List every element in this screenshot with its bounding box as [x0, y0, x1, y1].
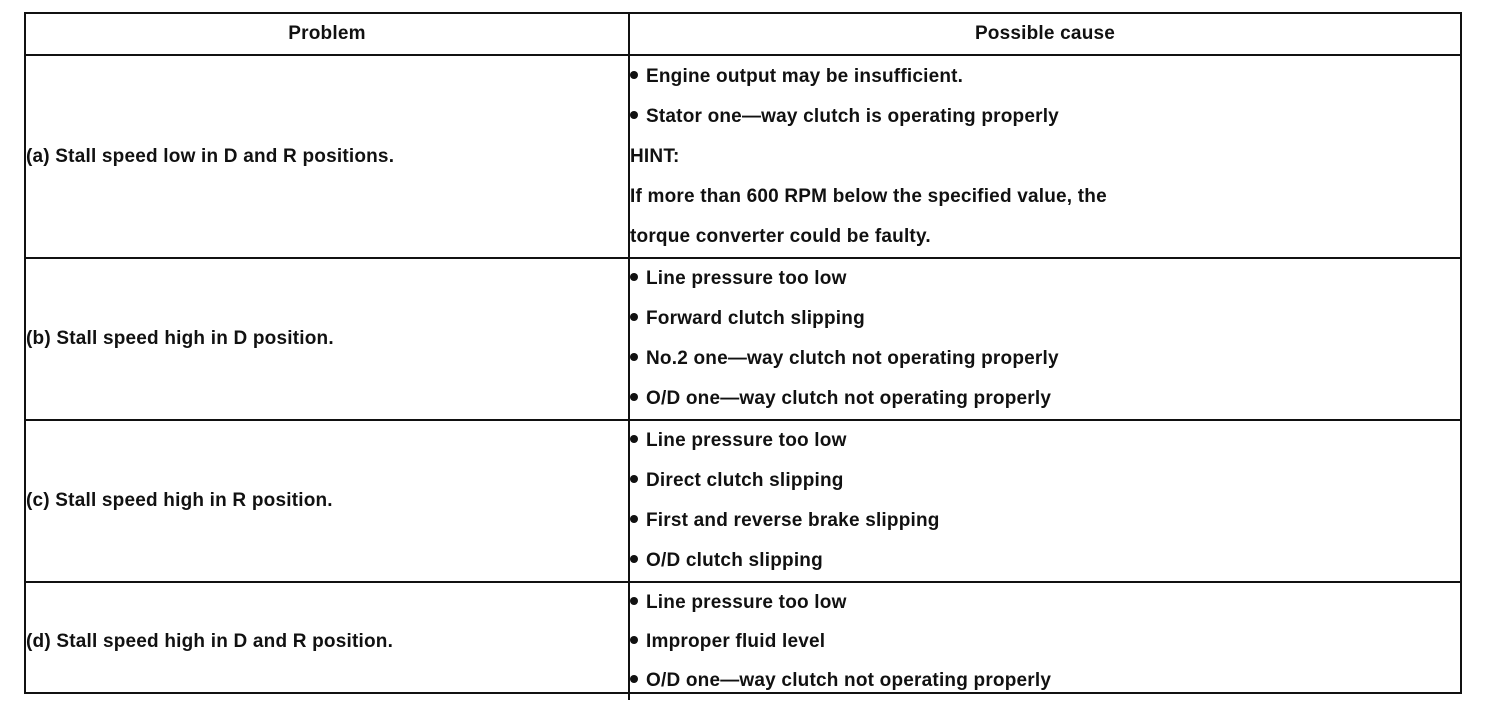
cause-text: Engine output may be insufficient. [646, 66, 964, 87]
problem-cell: (d) Stall speed high in D and R position. [26, 582, 629, 700]
problem-cell: (c) Stall speed high in R position. [26, 420, 629, 582]
troubleshooting-table [26, 14, 1460, 700]
bullet-icon [630, 435, 638, 443]
hint-text: If more than 600 RPM below the specified value, the [630, 186, 1107, 207]
cause-text: No.2 one—way clutch not operating properly [646, 348, 1059, 369]
table-header-row [26, 14, 1460, 55]
cause-item [630, 97, 1460, 137]
bullet-icon [630, 475, 638, 483]
cause-item [630, 501, 1460, 541]
header-problem: Problem [26, 14, 629, 55]
causes-cell [629, 258, 1460, 420]
bullet-icon [630, 313, 638, 321]
causes-cell [629, 420, 1460, 582]
cause-item [630, 57, 1460, 97]
cause-item [630, 541, 1460, 581]
bullet-icon [630, 675, 638, 683]
cause-item [630, 421, 1460, 461]
table-row [26, 582, 1460, 700]
cause-item [630, 339, 1460, 379]
table-row [26, 55, 1460, 258]
header-possible-cause: Possible cause [629, 14, 1460, 55]
cause-text: O/D one—way clutch not operating properly [646, 670, 1052, 691]
causes-cell [629, 55, 1460, 258]
bullet-icon [630, 515, 638, 523]
table-row [26, 420, 1460, 582]
causes-cell [629, 582, 1460, 700]
cause-text: O/D clutch slipping [646, 550, 823, 571]
bullet-icon [630, 636, 638, 644]
cause-item [630, 661, 1460, 700]
cause-item [630, 299, 1460, 339]
cause-item [630, 259, 1460, 299]
cause-item [630, 583, 1460, 622]
cause-text: First and reverse brake slipping [646, 510, 940, 531]
cause-text: Line pressure too low [646, 430, 847, 451]
bullet-icon [630, 71, 638, 79]
troubleshooting-table-frame [24, 12, 1462, 694]
cause-text: Line pressure too low [646, 592, 847, 613]
cause-text: O/D one—way clutch not operating properly [646, 388, 1052, 409]
bullet-icon [630, 273, 638, 281]
bullet-icon [630, 111, 638, 119]
hint-text: torque converter could be faulty. [630, 226, 931, 247]
cause-text: Direct clutch slipping [646, 470, 844, 491]
table-row [26, 258, 1460, 420]
bullet-icon [630, 393, 638, 401]
problem-cell: (a) Stall speed low in D and R positions. [26, 55, 629, 258]
cause-text: Line pressure too low [646, 268, 847, 289]
problem-cell: (b) Stall speed high in D position. [26, 258, 629, 420]
cause-text: Forward clutch slipping [646, 308, 865, 329]
bullet-icon [630, 597, 638, 605]
cause-item [630, 622, 1460, 661]
cause-text: Stator one—way clutch is operating properly [646, 106, 1059, 127]
cause-item [630, 461, 1460, 501]
cause-text: Improper fluid level [646, 631, 826, 652]
bullet-icon [630, 353, 638, 361]
bullet-icon [630, 555, 638, 563]
hint-label: HINT: [630, 146, 680, 167]
cause-item [630, 379, 1460, 419]
